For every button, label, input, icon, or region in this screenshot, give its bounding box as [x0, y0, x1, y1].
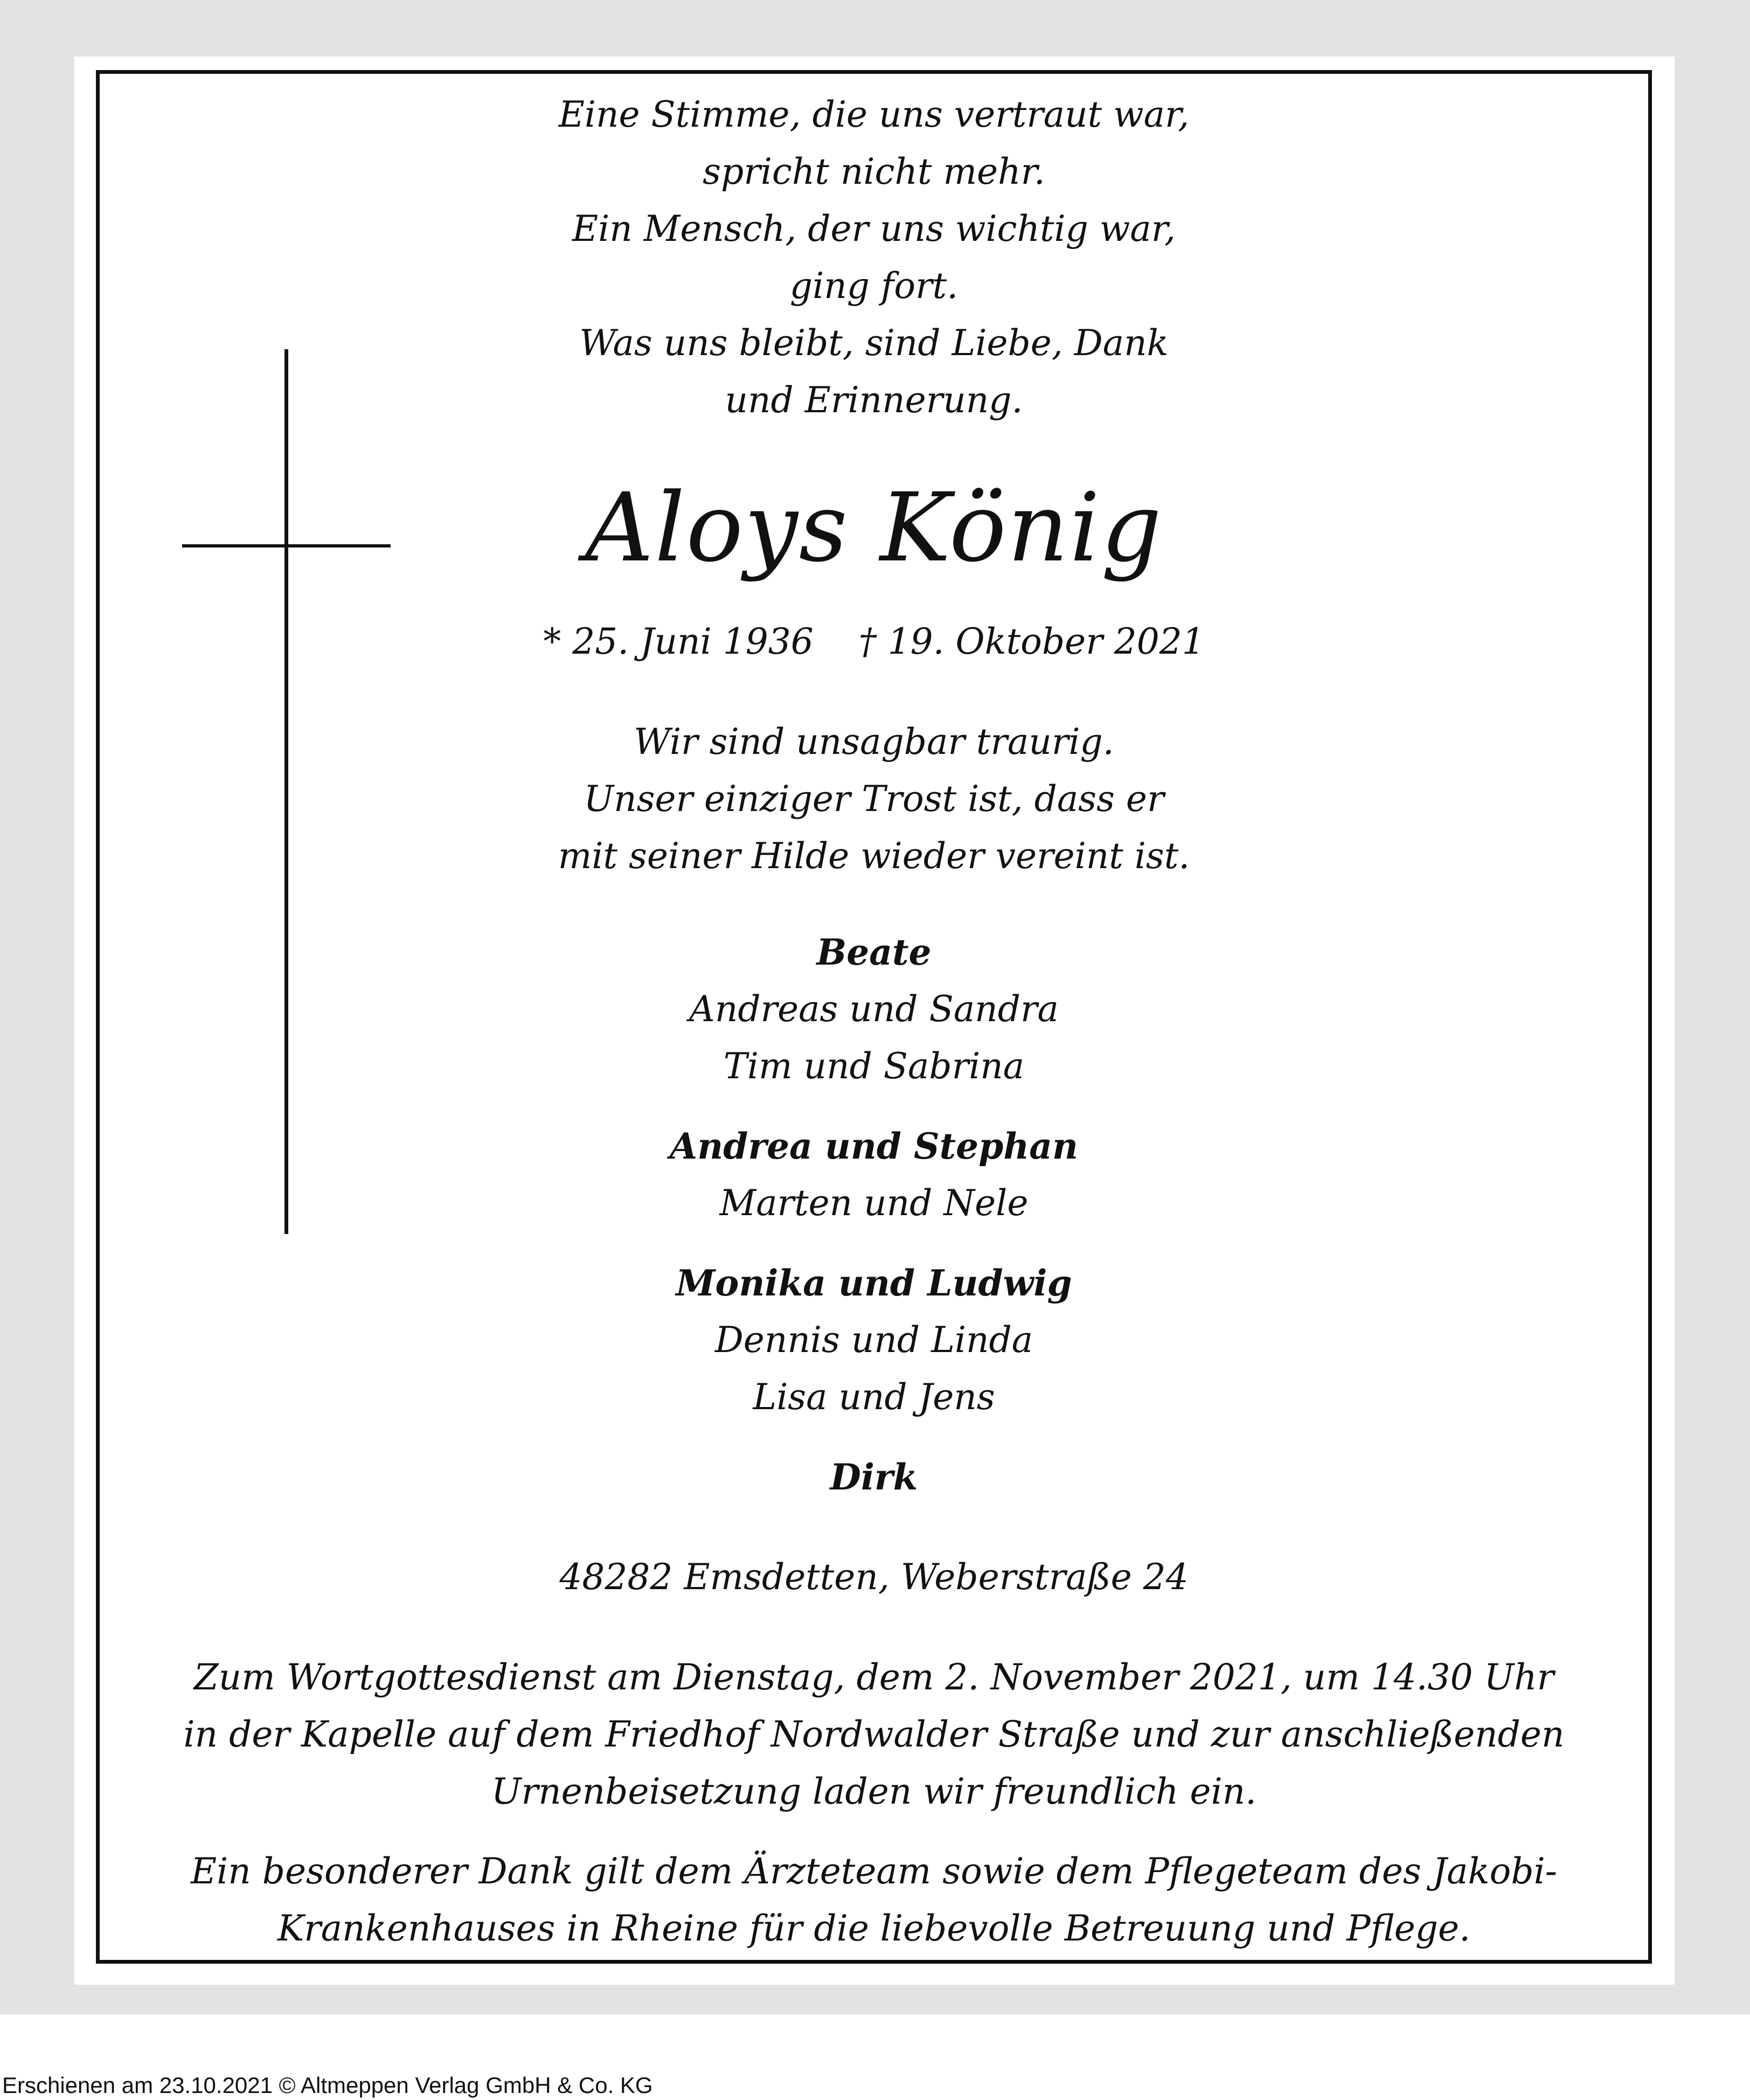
- mourning-line: Unser einziger Trost ist, dass er: [584, 778, 1164, 820]
- service-line: Urnenbeisetzung laden wir freundlich ein.: [491, 1771, 1257, 1812]
- life-dates: * 25. Juni 1936 † 19. Oktober 2021: [543, 621, 1205, 662]
- poem-line: Was uns bleibt, sind Liebe, Dank: [579, 322, 1169, 364]
- poem-line: ging fort.: [789, 265, 959, 307]
- family-member: Marten und Nele: [719, 1182, 1029, 1224]
- family-member: Dennis und Linda: [714, 1319, 1033, 1361]
- deceased-name: Aloys König: [585, 473, 1163, 583]
- poem-line: Eine Stimme, die uns vertraut war,: [558, 94, 1190, 135]
- mourning-line: mit seiner Hilde wieder vereint ist.: [558, 835, 1190, 877]
- mourning-line: Wir sind unsagbar traurig.: [634, 721, 1114, 763]
- family-head: Andrea und Stephan: [670, 1125, 1078, 1167]
- family-head: Dirk: [830, 1456, 918, 1498]
- family-member: Andreas und Sandra: [689, 988, 1059, 1030]
- thanks-line: Krankenhauses in Rheine für die liebevolle Betreuung und Pflege.: [277, 1908, 1471, 1949]
- family-member: Tim und Sabrina: [723, 1045, 1025, 1087]
- publication-footer: Erschienen am 23.10.2021 © Altmeppen Verlag GmbH & Co. KG: [2, 2073, 653, 2098]
- address: 48282 Emsdetten, Weberstraße 24: [559, 1556, 1189, 1598]
- family-head: Monika und Ludwig: [676, 1262, 1072, 1304]
- thanks-line: Ein besonderer Dank gilt dem Ärzteteam sowie dem Pflegeteam des Jakobi-: [190, 1851, 1558, 1892]
- family-head: Beate: [816, 931, 932, 973]
- service-line: Zum Wortgottesdienst am Dienstag, dem 2. November 2021, um 14.30 Uhr: [193, 1657, 1554, 1698]
- poem-line: Ein Mensch, der uns wichtig war,: [572, 208, 1176, 249]
- service-line: in der Kapelle auf dem Friedhof Nordwalder Straße und zur anschließenden: [183, 1714, 1565, 1755]
- family-member: Lisa und Jens: [753, 1376, 995, 1418]
- poem-line: spricht nicht mehr.: [703, 151, 1045, 192]
- poem-line: und Erinnerung.: [725, 379, 1023, 421]
